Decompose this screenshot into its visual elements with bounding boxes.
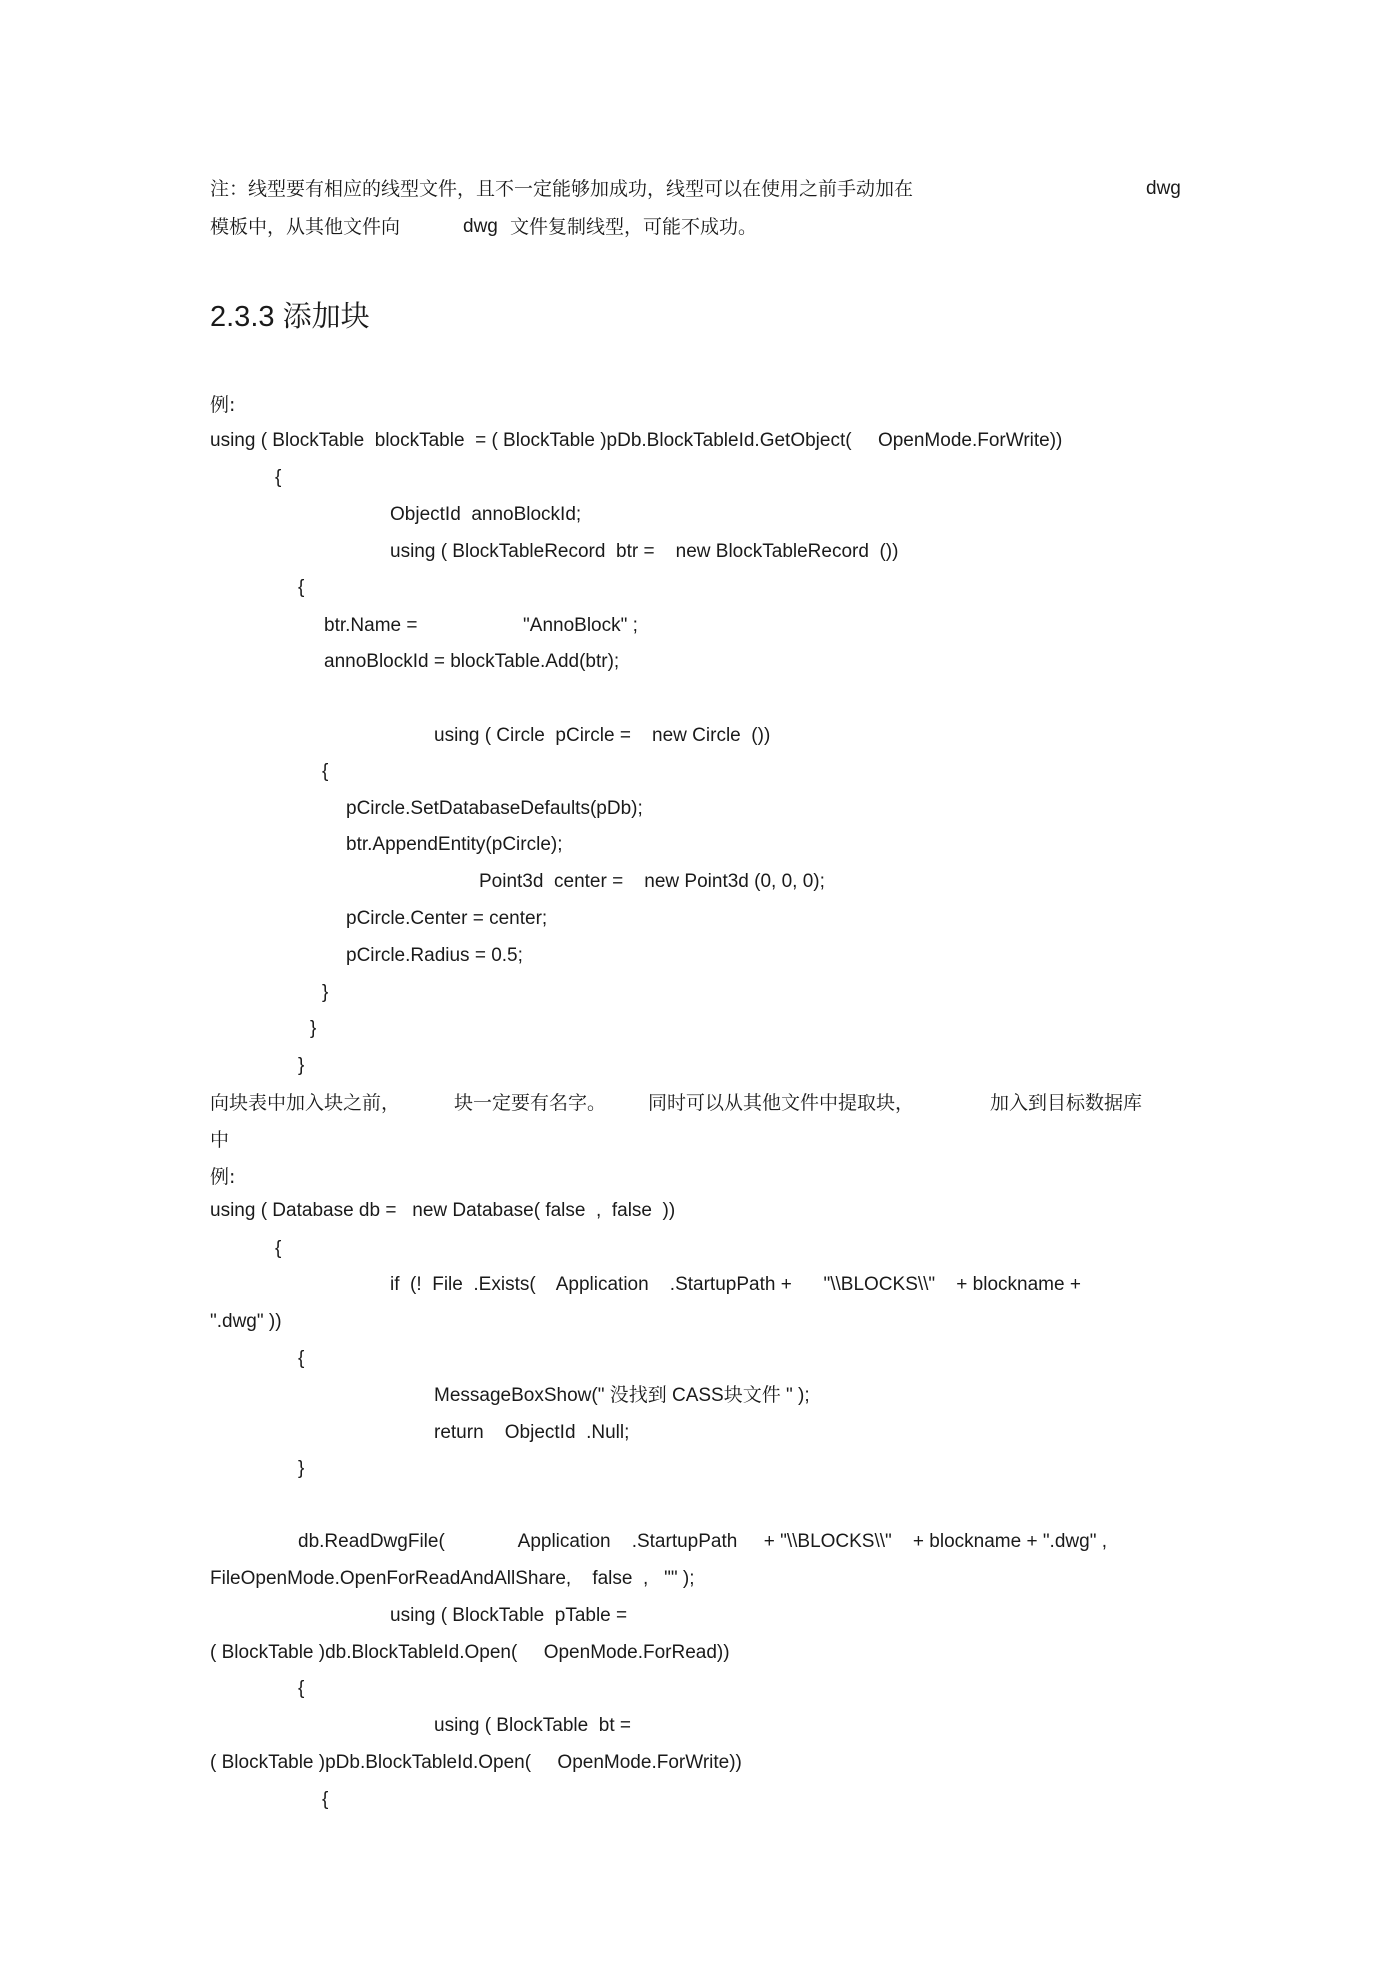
code-line: pCircle.SetDatabaseDefaults(pDb); <box>346 798 643 819</box>
para2-e: 中 <box>210 1129 230 1151</box>
note-line-2-a: 模板中，从其他文件向 <box>210 216 401 238</box>
code-line: pCircle.Radius = 0.5; <box>346 945 523 966</box>
code-line: } <box>298 1458 305 1479</box>
para2-b: 块一定要有名字。 <box>454 1092 607 1114</box>
code-line: db.ReadDwgFile( Application .StartupPath + "\\BLOCKS\\" + blockname + ".dwg" , <box>298 1531 1107 1552</box>
code-line: } <box>310 1018 317 1039</box>
code-line: annoBlockId = blockTable.Add(btr); <box>324 651 620 672</box>
code-line: using ( BlockTable pTable = <box>390 1605 628 1626</box>
code-line: { <box>275 467 282 488</box>
code-line: using ( BlockTable blockTable = ( BlockTable )pDb.BlockTableId.GetObject( OpenMode.ForWrite)) <box>210 430 1063 451</box>
note-line-1-tail: dwg <box>1146 178 1181 199</box>
code-line: } <box>322 982 329 1003</box>
code-line: ( BlockTable )pDb.BlockTableId.Open( OpenMode.ForWrite)) <box>210 1752 742 1773</box>
code-line: ObjectId annoBlockId; <box>390 504 582 525</box>
code-line: FileOpenMode.OpenForReadAndAllShare, false , "" ); <box>210 1568 695 1589</box>
note-line-1: 注：线型要有相应的线型文件，且不一定能够加成功，线型可以在使用之前手动加在 <box>210 178 914 200</box>
note-line-2-b: dwg <box>463 216 498 237</box>
code-line: btr.Name = "AnnoBlock" ; <box>324 615 638 636</box>
code-line: pCircle.Center = center; <box>346 908 548 929</box>
section-number: 2.3.3 <box>210 301 275 333</box>
para2-a: 向块表中加入块之前， <box>210 1092 401 1114</box>
code-line: btr.AppendEntity(pCircle); <box>346 834 563 855</box>
code-line: return ObjectId .Null; <box>434 1422 630 1443</box>
code-line: { <box>275 1238 282 1259</box>
code-line: { <box>298 577 305 598</box>
code-line: using ( BlockTableRecord btr = new BlockTableRecord ()) <box>390 541 899 562</box>
example-label: 例: <box>210 1166 236 1188</box>
code-line: { <box>298 1678 305 1699</box>
code-line: } <box>298 1055 305 1076</box>
code-line: { <box>322 1789 329 1810</box>
note-line-2-c: 文件复制线型，可能不成功。 <box>510 216 758 238</box>
code-line: using ( BlockTable bt = <box>434 1715 631 1736</box>
code-line: using ( Database db = new Database( false , false )) <box>210 1200 676 1221</box>
section-title: 添加块 <box>282 299 370 333</box>
code-line: if (! File .Exists( Application .StartupPath + "\\BLOCKS\\" + blockname + <box>390 1274 1081 1295</box>
code-line: MessageBoxShow(" 没找到 CASS块文件 " ); <box>434 1385 810 1406</box>
example-label: 例: <box>210 394 236 416</box>
section-heading <box>210 298 370 335</box>
code-line: Point3d center = new Point3d (0, 0, 0); <box>479 871 825 892</box>
code-line: { <box>322 761 329 782</box>
code-line: { <box>298 1348 305 1369</box>
para2-c: 同时可以从其他文件中提取块， <box>648 1092 915 1114</box>
code-line: ".dwg" )) <box>210 1311 282 1332</box>
code-line: ( BlockTable )db.BlockTableId.Open( OpenMode.ForRead)) <box>210 1642 730 1663</box>
code-line: using ( Circle pCircle = new Circle ()) <box>434 725 771 746</box>
para2-d: 加入到目标数据库 <box>990 1092 1143 1114</box>
